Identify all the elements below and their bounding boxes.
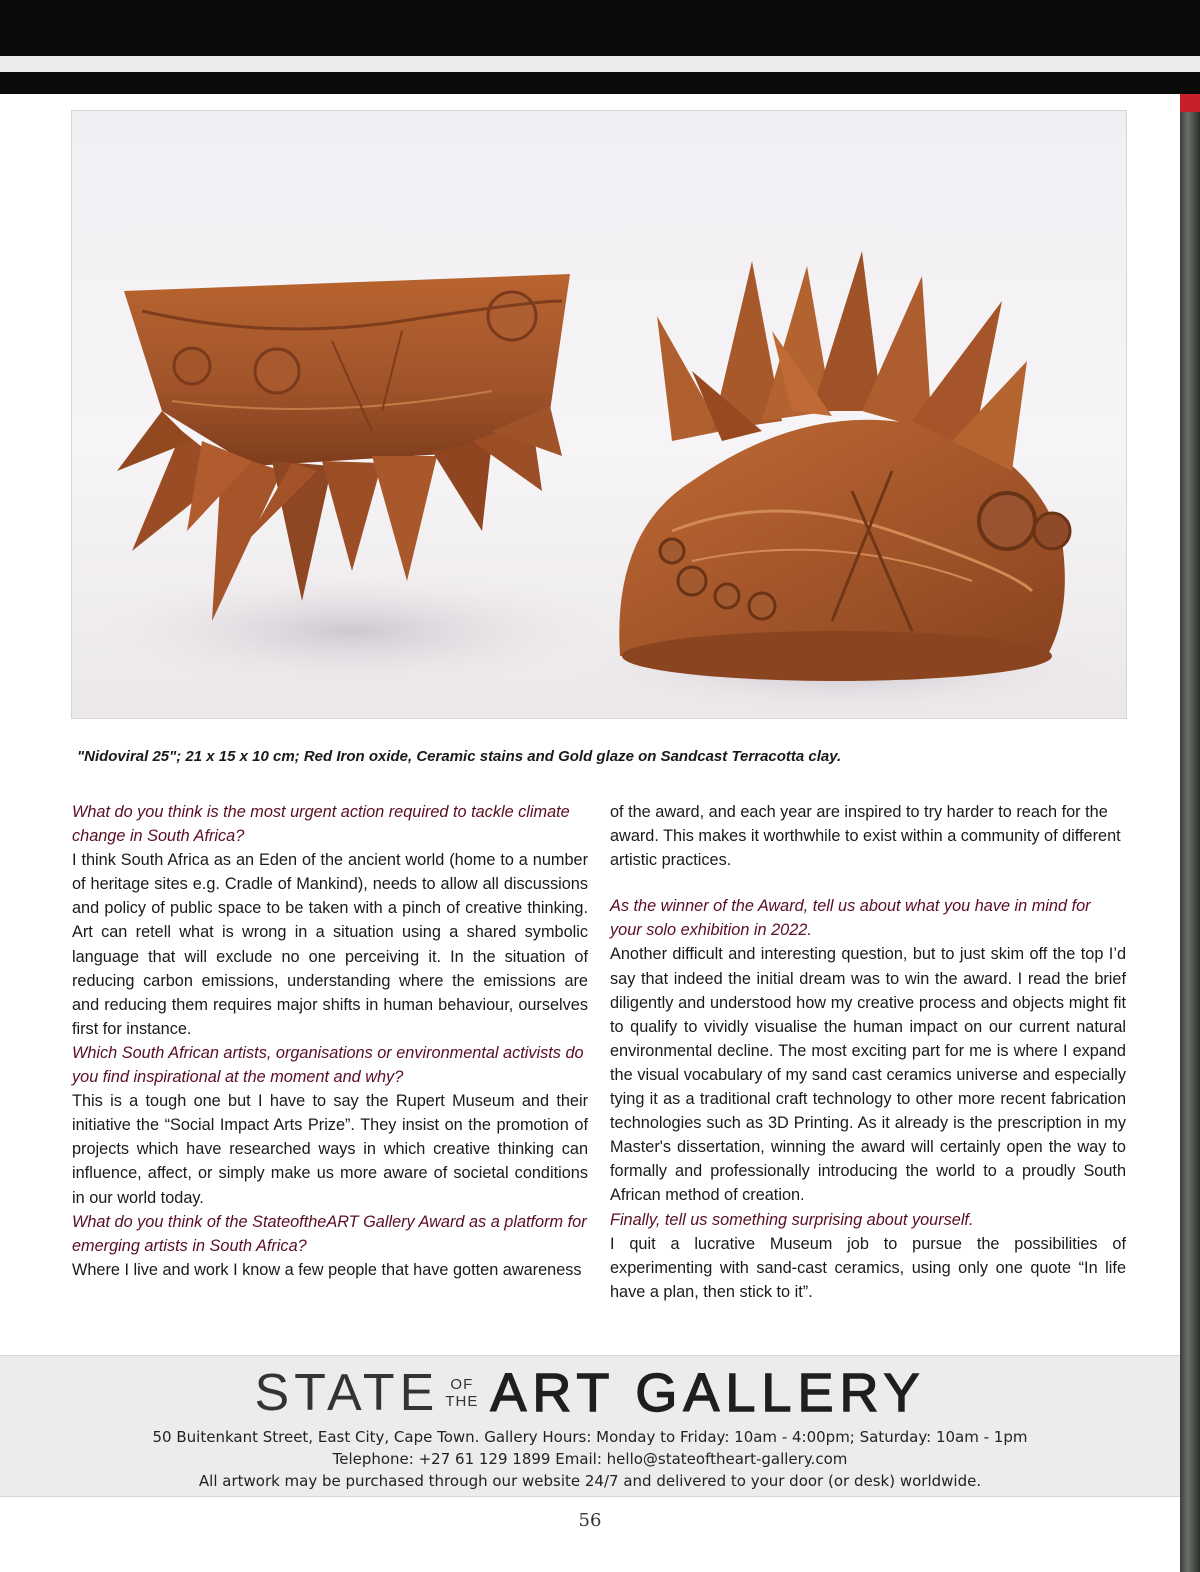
top-black-bar <box>0 0 1200 56</box>
interview-answer: I think South Africa as an Eden of the ancient world (home to a number of heritage sites e.g. Cradle of Mankind), needs to allow all discussions and policy of public space to be taken with a pinch of creative thinking. Art can retell what is wrong in a situation using a shared symbolic language that will exclude no one perceiving it. In the situation of reducing carbon emissions, understanding where the emissions are and reducing them requires major shifts in human behaviour, ourselves first for instance. <box>72 851 588 1038</box>
sculpture-illustration <box>72 111 1127 719</box>
red-accent-mark <box>1180 94 1200 112</box>
logo-the: THE <box>445 1393 479 1410</box>
interview-question: What do you think of the StateoftheART Gallery Award as a platform for emerging artists in South Africa? <box>72 1212 587 1255</box>
interview-question: Finally, tell us something surprising about yourself. <box>610 1210 974 1229</box>
top-grey-strip <box>0 56 1200 72</box>
interview-question: Which South African artists, organisations or environmental activists do you find inspirational at the moment and why? <box>72 1043 584 1087</box>
qa-block <box>72 800 588 1041</box>
left-text-column <box>72 800 588 1282</box>
qa-block <box>610 894 1126 1207</box>
footer-contact: Telephone: +27 61 129 1899 Email: hello@stateoftheart-gallery.com <box>332 1450 848 1468</box>
photo-caption: "Nidoviral 25"; 21 x 15 x 10 cm; Red Iron oxide, Ceramic stains and Gold glaze on Sandcast Terracotta clay. <box>77 748 842 765</box>
right-edge-photo-strip <box>1180 94 1200 1572</box>
interview-question: As the winner of the Award, tell us about what you have in mind for your solo exhibition in 2022. <box>610 897 1091 940</box>
interview-answer: This is a tough one but I have to say the Rupert Museum and their initiative the “Social Impact Arts Prize”. They insist on the promotion of projects which have researched ways in which creative thinking can influence, affect, or simply make us more aware of societal conditions in our world today. <box>72 1092 588 1207</box>
qa-block <box>72 1210 588 1282</box>
interview-answer: I quit a lucrative Museum job to pursue the possibilities of experimenting with sand-cast ceramics, using only one quote “In life have a plan, then stick to it”. <box>610 1234 1126 1301</box>
interview-question: What do you think is the most urgent action required to tackle climate change in South Africa? <box>72 803 570 846</box>
logo-of: OF <box>450 1376 474 1393</box>
gallery-logo <box>0 1364 1180 1422</box>
logo-state: STATE <box>254 1364 440 1422</box>
qa-block <box>72 1041 588 1210</box>
qa-block <box>610 1208 1126 1304</box>
footer-purchase-note: All artwork may be purchased through our website 24/7 and delivered to your door (or desk) worldwide. <box>198 1472 982 1490</box>
answer-continuation: of the award, and each year are inspired to try harder to reach for the award. This makes it worthwhile to exist within a community of different artistic practices. <box>610 803 1121 870</box>
footer-address: 50 Buitenkant Street, East City, Cape Town. Gallery Hours: Monday to Friday: 10am - 4:00pm; Saturday: 10am - 1pm <box>152 1428 1028 1446</box>
right-text-column <box>610 800 1126 1304</box>
logo-of-the <box>445 1376 478 1410</box>
gallery-footer <box>0 1355 1180 1497</box>
spiked-dome-sculpture <box>619 251 1070 681</box>
interview-answer: Where I live and work I know a few people that have gotten awareness <box>72 1260 582 1279</box>
top-black-band <box>0 72 1200 94</box>
interview-answer: Another difficult and interesting question, but to just skim off the top I’d say that indeed the initial dream was to win the award. I read the brief diligently and understood how my creative process and objects might fit to qualify to vividly visualise the human impact on our current natural environmental decline. The most exciting part for me is where I expand the visual vocabulary of my sand cast ceramics universe and especially tying it as a traditional craft technology to other more recent fabrication technologies such as 3D Printing. As it already is the prescription in my Master's dissertation, winning the award will certainly open the way to formally and professionally introducing the world to a proudly South African method of creation. <box>610 945 1126 1205</box>
page-number: 56 <box>578 1510 602 1531</box>
logo-art-gallery: ART GALLERY <box>490 1363 926 1423</box>
spiked-bowl-sculpture <box>117 274 570 621</box>
sculpture-photo <box>71 110 1127 719</box>
bowl-shadow <box>92 571 612 691</box>
